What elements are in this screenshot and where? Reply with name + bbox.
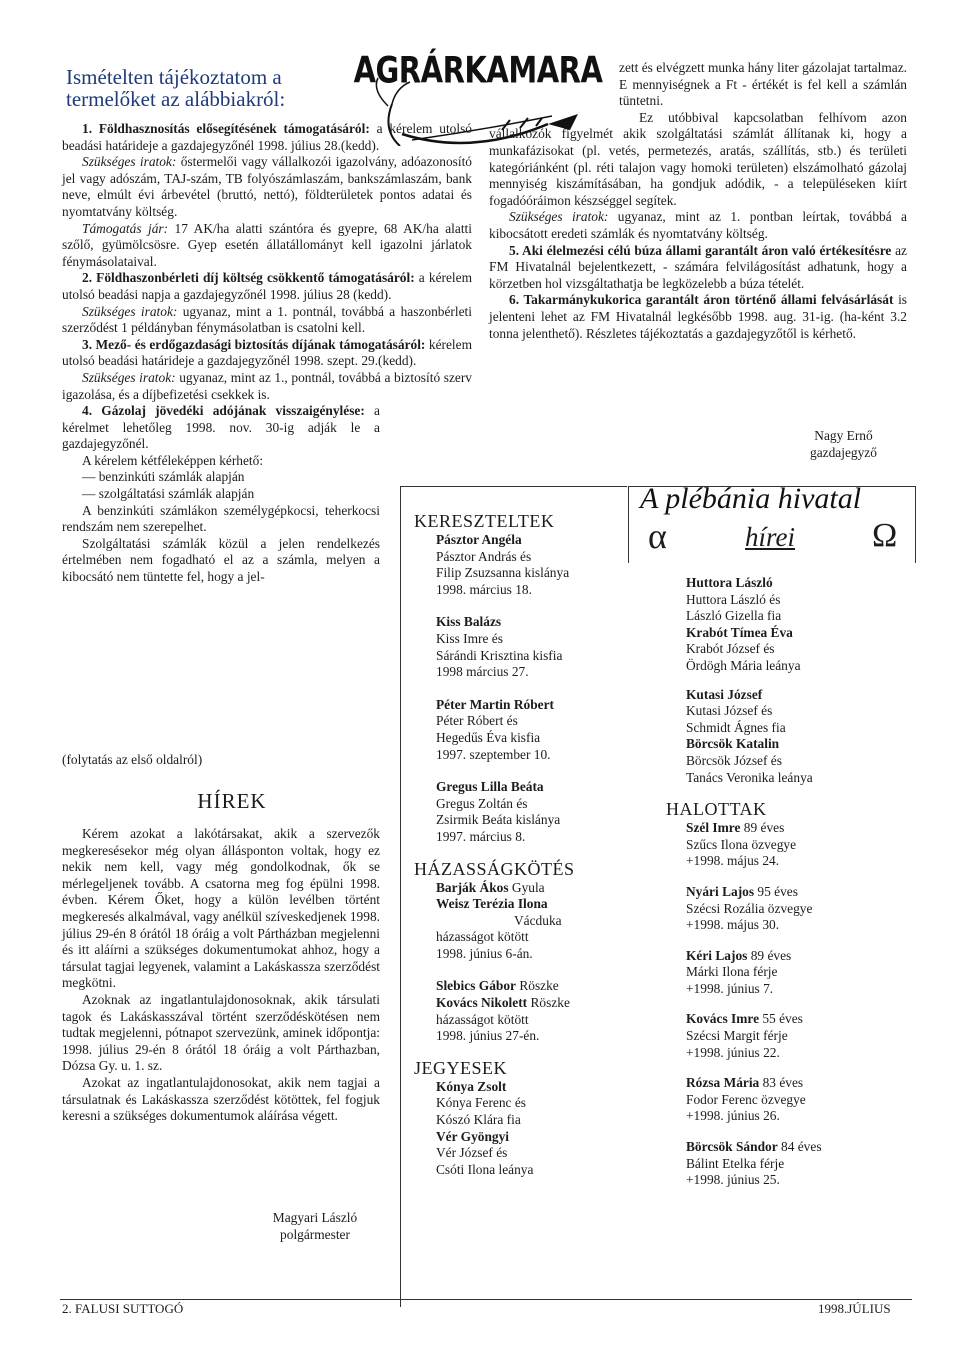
hirek-title: HÍREK bbox=[197, 789, 267, 813]
jegyesek-title: JEGYESEK bbox=[414, 1057, 507, 1078]
parish-column-a bbox=[414, 510, 619, 1178]
section-4-p4: Szolgáltatási számlák közül a jelen rendelkezés értelmében nem fogadható el az a számla, melyen a kibocsátó nem tüntette fel, hogy a jel- bbox=[62, 535, 380, 585]
list-item: Krabót Tímea Éva Krabót József és Ördögh Mária leánya bbox=[686, 624, 801, 673]
footer-page-label: 2. FALUSI SUTTOGÓ bbox=[62, 1301, 184, 1316]
list-item: Nyári Lajos 95 éves Szécsi Rozália özvegye +1998. május 30. bbox=[686, 883, 813, 933]
hirek-body bbox=[62, 826, 380, 1125]
parish-title: A plébánia hivatal bbox=[640, 482, 862, 515]
right-p2: Ez utóbbival kapcsolatban felhívom azon vállalkozók figyelmét akik szolgáltatási számlát állítanak ki, hogy a munkafázisokat (pl. vetés, permetezés, aratás, szállítás, stb.) és területi kategóriánként (pl. réti talajon vagy homoki területen) elszámolható gázolaj mennyiség kiszámításában, ha gondjuk adódik, - a településeken kiírt fogadóóráimon készséggel segítek. bbox=[489, 109, 907, 208]
engagement-list bbox=[436, 1079, 619, 1179]
list-item: Rózsa Mária 83 éves Fodor Ferenc özvegye +1998. június 26. bbox=[686, 1075, 806, 1124]
baptism-list bbox=[436, 532, 619, 846]
list-item: Gregus Lilla Beáta Gregus Zoltán és Zsirmik Beáta kislánya 1997. március 8. bbox=[436, 779, 561, 844]
continued-note: (folytatás az első oldalról) bbox=[62, 752, 203, 767]
hirek-sign-name: Magyari László bbox=[272, 1210, 358, 1225]
hirek-p2: Azoknak az ingatlantulajdonosoknak, akik társulati tagok és Lakáskasszával történt szerződéskötésen nem tudtak megjelenni, pótnapot szervezünk, aminek időpontja: 1998. július 29-én 8 órától 18 óráig a volt Párthazban, Dózsa Gy. u. 1. sz. bbox=[62, 991, 380, 1074]
alpha-icon: α bbox=[648, 516, 667, 556]
section-1-support: Támogatás jár: 17 AK/ha alatti szántóra és gyepre, 68 AK/ha alatti szőlő, gyümölcsösre. Gyep esetén állatállományt kell igazolni járlatok fénymásolataival. bbox=[62, 220, 472, 269]
right-sign-name: Nagy Ernő bbox=[814, 428, 873, 443]
hazassagkotes-title: HÁZASSÁGKÖTÉS bbox=[414, 858, 575, 879]
list-item: Börcsök Katalin Börcsök József és Tanács Veronika leánya bbox=[686, 736, 813, 785]
logo-text: AGRÁRKAMARA bbox=[353, 48, 603, 92]
right-s6: 6. Takarmánykukorica garantált áron történő állami felvásárlását is jelenteni lehet az FM Hivatalnál legkésőbb 1998. aug. 31-ig. (ha-ként 3.2 tonna jelenthető). Részletes tájékoztatás a gazdajegyzőtől is kérhető. bbox=[489, 292, 908, 341]
list-item: Péter Martin Róbert Péter Róbert és Hegedűs Éva kisfia 1997. szeptember 10. bbox=[436, 696, 554, 762]
kereszteltek-title: KERESZTELTEK bbox=[414, 511, 555, 531]
list-item: Szél Imre 89 éves Szűcs Ilona özvegye +1998. május 24. bbox=[686, 820, 797, 869]
list-item: Börcsök Sándor 84 éves Bálint Etelka férje +1998. június 25. bbox=[686, 1139, 822, 1188]
right-p1: zett és elvégzett munka hány liter gázolajat tartalmaz. E mennyiségnek a Ft - értékét is fel kell a számlán tüntetni. bbox=[619, 60, 907, 109]
section-1: 1. Földhasznosítás elősegítésének támogatásáról: a kérelem utolsó beadási határideje a gazdajegyzőnél 1998. július 28.(kedd). bbox=[62, 121, 472, 153]
list-item: Barják Ákos Gyula Weisz Terézia Ilona Vácduka házasságot kötött 1998. június 6-án. bbox=[436, 879, 562, 961]
right-sign-title: gazdajegyző bbox=[810, 444, 877, 460]
footer-date: 1998.JÚLIUS bbox=[818, 1301, 891, 1316]
section-4: 4. Gázolaj jövedéki adójának visszaigénylése: a kérelmet lehetőleg 1998. nov. 30-ig adják le a gazdajegyzőnél. bbox=[62, 403, 380, 452]
list-item: Kovács Imre 55 éves Szécsi Margit férje +1998. június 22. bbox=[686, 1011, 803, 1060]
list-item: Kéri Lajos 89 éves Márki Ilona férje +1998. június 7. bbox=[686, 947, 792, 996]
section-3-docs: Szükséges iratok: ugyanaz, mint az 1., pontnál, továbbá a biztosító szerv igazolása, és a díjbefizetési csekkek is. bbox=[62, 369, 472, 402]
section-1-docs: Szükséges iratok: őstermelői vagy vállalkozói igazolvány, adóazonosító jel vagy adószám, TAJ-szám, TB folyószámlaszám, bankszámlaszám, bank neve, elmúlt évi árbevétel (bruttó, nettó), földterületek pontos adatai és nyomtatvány költség. bbox=[62, 154, 472, 219]
list-item: Vér Gyöngyi Vér József és Csóti Ilona leánya bbox=[436, 1128, 534, 1177]
death-list bbox=[686, 820, 906, 1189]
headline-line-2: termelőket az alábbiakról: bbox=[66, 87, 286, 111]
right-signature bbox=[780, 428, 907, 461]
section-4-p2: A kérelem kétféleképpen kérhető: bbox=[82, 452, 264, 468]
list-item: Kutasi József Kutasi József és Schmidt Ágnes fia bbox=[686, 686, 786, 735]
section-4-bullet-2: — szolgáltatási számlák alapján bbox=[82, 486, 255, 502]
parish-subtitle: hírei bbox=[745, 522, 795, 552]
baptism-list-continued bbox=[686, 575, 906, 786]
hirek-p3: Azokat az ingatlantulajdonosokat, akik nem tagjai a társulatnak és Lakáskassza szerződést kötöttek, fel fogjuk keresni a szükséges dokumentumok aláírása végett. bbox=[62, 1074, 380, 1124]
marriage-list bbox=[436, 880, 619, 1045]
list-item: Pásztor Angéla Pásztor András és Filip Zsuzsanna kislánya 1998. március 18. bbox=[436, 532, 570, 597]
list-item: Kiss Balázs Kiss Imre és Sárándi Krisztina kisfia 1998 március 27. bbox=[436, 614, 563, 680]
section-2: 2. Földhaszonbérleti díj költség csökkentő támogatásáról: a kérelem utolsó beadási napja a gazdajegyzőnél 1998. július 28 (kedd). bbox=[62, 270, 472, 302]
headline bbox=[66, 66, 366, 110]
footer-divider bbox=[60, 1299, 912, 1300]
omega-icon: Ω bbox=[872, 517, 898, 554]
right-s5: 5. Aki élelmezési célú búza állami garantált áron való értékesítésre az FM Hivatalnál bejelentkezett, - számára felvilágosítást adhatunk, hogy a körzetben hol vizsgáltathatja be legközelebb a búza tételét. bbox=[489, 242, 907, 291]
list-item: Huttora László Huttora László és László Gizella fia bbox=[686, 575, 782, 624]
section-2-docs: Szükséges iratok: ugyanaz, mint a 1. pontnál, továbbá a haszonbérleti szerződést 1 példányban fénymásolatban is csatolni kell. bbox=[62, 303, 472, 336]
right-p3: Szükséges iratok: ugyanaz, mint az 1. pontban leírtak, továbbá a kibocsátott eredeti számlák és nyomtatvány költség. bbox=[489, 209, 907, 241]
list-item: Kónya Zsolt Kónya Ferenc és Kószó Klára fia bbox=[436, 1078, 526, 1128]
section-4-p3: A benzinkúti számlákon személygépkocsi, teherkocsi rendszám nem szerepelhet. bbox=[62, 502, 380, 535]
hirek-p1: Kérem azokat a lakótársakat, akik a szervezők megkeresésekor még olyan állásponton voltak, hogy ez nekik nem kell, vagy még gondolkodnak, ők se mérlegeljenek tovább. A csatorna meg fog épülni 1998. évben. Kérem Őket, hogy a külön levélben történt megkeresés alkalmával, vagy anélkül szíveskedjenek 1998. július 29-én 8 órától 18 óráig a volt Pártházban megjelenni és itt aláírni a szükséges dokumentumokat ahhoz, hogy a társulat tagjai legyenek, valamint a Lakáskassza szerződést megkötni. bbox=[62, 826, 380, 991]
right-column bbox=[489, 60, 907, 342]
hirek-signature bbox=[250, 1210, 380, 1243]
list-item: Slebics Gábor Röszke Kovács Nikolett Röszke házasságot kötött 1998. június 27-én. bbox=[436, 978, 570, 1044]
headline-line-1: Ismételten tájékoztatom a bbox=[66, 65, 282, 89]
section-3: 3. Mező- és erdőgazdasági biztosítás díjának támogatásáról: kérelem utolsó beadási határideje a gazdajegyzőnél 1998. szept. 29.(kedd). bbox=[62, 336, 472, 369]
hirek-sign-title: polgármester bbox=[280, 1226, 350, 1242]
halottak-title: HALOTTAK bbox=[666, 799, 767, 820]
section-4-bullet-1: — benzinkúti számlák alapján bbox=[82, 469, 245, 485]
parish-column-b bbox=[666, 575, 906, 1189]
